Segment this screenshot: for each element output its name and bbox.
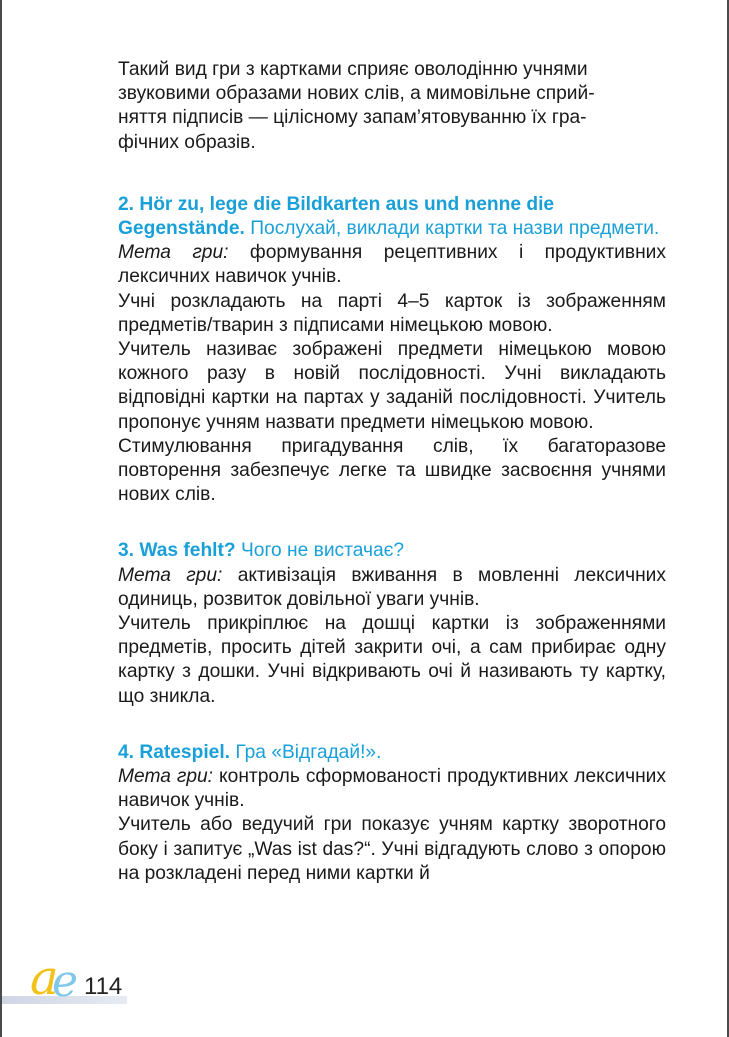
game2-paragraph: Учні розкладають на парті 4–5 карток із зображенням предметів/тварин з підписами німецькою мовою.: [118, 290, 666, 336]
game2-title-uk: Послухай, виклади картки та назви предмети.: [250, 218, 660, 240]
goal-text: контроль сформованості продуктивних лексичних навичок учнів.: [118, 766, 666, 812]
goal-label: Мета гри:: [118, 766, 214, 788]
intro-line: няття підписів — цілісному запам’ятовуванню їх гра-: [118, 107, 587, 129]
intro-line: звуковими образами нових слів, а мимовільне сприй-: [118, 83, 595, 105]
goal-text: активізація вживання в мовленні лексичних одиниць, розвиток довільної уваги учнів.: [118, 564, 666, 610]
svg-text:a: a: [30, 950, 59, 1002]
game2-goal: [118, 241, 666, 289]
game2-heading: [118, 193, 666, 241]
page-number: 114: [84, 973, 123, 1000]
goal-text: формування рецептивних і продуктивних лексичних навичок учнів.: [118, 242, 666, 288]
game2-title-de: 2. Hör zu, lege die Bildkarten aus und nenne die Gegenstände.: [118, 193, 555, 240]
game4-goal: [118, 765, 666, 813]
game2-paragraph: Учитель називає зображені предмети німецькою мовою кожного разу в новій послідовності. Учні викладають відповідні картки на партах у заданій послідовності. Учитель пропонує учням назвати предмети німецькою мовою.: [118, 339, 666, 433]
game3-paragraph: Учитель прикріплює на дошці картки із зображеннями предметів, просить дітей закрити очі, а сам прибирає одну картку з дошки. Учні відкривають очі й називають ту картку, що зникла.: [118, 613, 666, 707]
game3-heading: [118, 539, 666, 563]
ab-logo-icon: [30, 950, 86, 1007]
game4-title-uk: Гра «Відгадай!».: [235, 741, 382, 763]
game4-paragraph: Учитель або ведучий гри показує учням картку зворотного боку і запитує „Was ist das?“. Учні відгадують слово з опорою на розкладені перед ними картки й: [118, 814, 666, 884]
game2-paragraph: Стимулювання пригадування слів, їх багаторазове повторення забезпечує легке та швидке засвоєння учнями нових слів.: [118, 435, 666, 506]
svg-text:e: e: [52, 956, 79, 1002]
intro-line: Такий вид гри з картками сприяє оволодінню учнями: [118, 59, 588, 80]
game3-title-uk: Чого не вистачає?: [240, 540, 405, 562]
game4-title-de: 4. Ratespiel.: [118, 741, 230, 763]
page-edge-left: [0, 0, 2, 1037]
intro-line: фічних образів.: [118, 131, 256, 153]
goal-label: Мета гри:: [118, 242, 229, 264]
intro-paragraph: [118, 58, 666, 155]
game3-title-de: 3. Was fehlt?: [118, 540, 236, 562]
page-body: [118, 58, 666, 886]
game4-heading: [118, 741, 666, 765]
goal-label: Мета гри:: [118, 564, 223, 586]
game3-goal: [118, 564, 666, 612]
